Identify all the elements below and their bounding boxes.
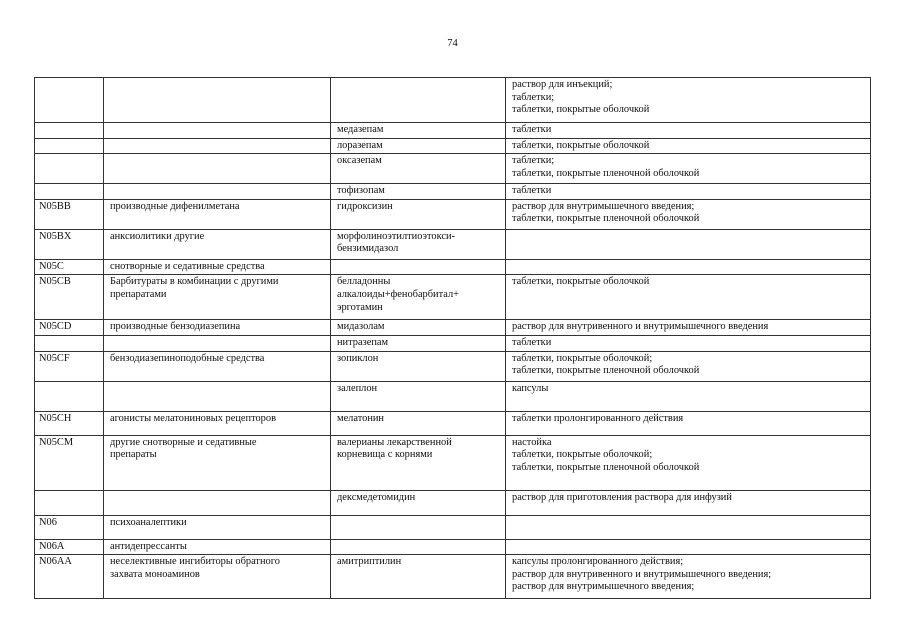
substance-cell <box>331 78 506 123</box>
group-name-cell: производные дифенилметана <box>104 199 331 229</box>
dosage-form-cell: таблетки <box>506 335 871 351</box>
table-row <box>35 539 871 555</box>
group-name-cell: неселективные ингибиторы обратного захвата моноаминов <box>104 555 331 599</box>
atc-code-cell: N06AA <box>35 555 104 599</box>
page-number: 74 <box>447 38 458 49</box>
dosage-form-cell: раствор для внутримышечного введения; таблетки, покрытые пленочной оболочкой <box>506 199 871 229</box>
substance-cell: медазепам <box>331 123 506 139</box>
group-name-cell <box>104 78 331 123</box>
dosage-form-cell <box>506 539 871 555</box>
group-name-cell <box>104 335 331 351</box>
table-row <box>35 275 871 320</box>
group-name-cell <box>104 184 331 200</box>
dosage-form-cell: капсулы пролонгированного действия; раствор для внутривенного и внутримышечного введения; раствор для внутримышечного введения; <box>506 555 871 599</box>
dosage-form-cell: таблетки; таблетки, покрытые пленочной оболочкой <box>506 154 871 184</box>
group-name-cell: производные бензодиазепина <box>104 320 331 336</box>
atc-code-cell <box>35 490 104 515</box>
dosage-form-cell: таблетки, покрытые оболочкой <box>506 138 871 154</box>
substance-cell: гидроксизин <box>331 199 506 229</box>
table-row <box>35 381 871 411</box>
group-name-cell: Барбитураты в комбинации с другими препаратами <box>104 275 331 320</box>
table-row <box>35 490 871 515</box>
substance-cell: мелатонин <box>331 411 506 435</box>
substance-cell: мидазолам <box>331 320 506 336</box>
dosage-form-cell <box>506 259 871 275</box>
dosage-form-cell: таблетки, покрытые оболочкой; таблетки, покрытые пленочной оболочкой <box>506 351 871 381</box>
substance-cell: оксазепам <box>331 154 506 184</box>
table-row <box>35 199 871 229</box>
table-row <box>35 351 871 381</box>
dosage-form-cell: капсулы <box>506 381 871 411</box>
substance-cell: тофизопам <box>331 184 506 200</box>
table-row <box>35 335 871 351</box>
group-name-cell <box>104 154 331 184</box>
table-row <box>35 320 871 336</box>
group-name-cell: психоаналептики <box>104 515 331 539</box>
table-body <box>35 78 871 599</box>
group-name-cell <box>104 138 331 154</box>
atc-code-cell: N05CB <box>35 275 104 320</box>
atc-code-cell: N05BB <box>35 199 104 229</box>
group-name-cell: антидепрессанты <box>104 539 331 555</box>
dosage-form-cell: настойка таблетки, покрытые оболочкой; таблетки, покрытые пленочной оболочкой <box>506 435 871 490</box>
group-name-cell <box>104 123 331 139</box>
atc-code-cell: N05CM <box>35 435 104 490</box>
substance-cell: зопиклон <box>331 351 506 381</box>
atc-code-cell: N05C <box>35 259 104 275</box>
table-row <box>35 184 871 200</box>
atc-code-cell: N05CF <box>35 351 104 381</box>
dosage-form-cell: раствор для приготовления раствора для инфузий <box>506 490 871 515</box>
table-row <box>35 435 871 490</box>
dosage-form-cell <box>506 229 871 259</box>
atc-code-cell: N06 <box>35 515 104 539</box>
table-row <box>35 259 871 275</box>
table-row <box>35 229 871 259</box>
atc-code-cell: N05BX <box>35 229 104 259</box>
substance-cell: дексмедетомидин <box>331 490 506 515</box>
table-row <box>35 411 871 435</box>
dosage-form-cell: раствор для внутривенного и внутримышечного введения <box>506 320 871 336</box>
substance-cell: валерианы лекарственной корневища с корнями <box>331 435 506 490</box>
atc-code-cell: N05CD <box>35 320 104 336</box>
atc-code-cell <box>35 78 104 123</box>
table-row <box>35 138 871 154</box>
group-name-cell: агонисты мелатониновых рецепторов <box>104 411 331 435</box>
table-row <box>35 515 871 539</box>
atc-code-cell <box>35 184 104 200</box>
dosage-form-cell: таблетки <box>506 123 871 139</box>
dosage-form-cell: раствор для инъекций; таблетки; таблетки, покрытые оболочкой <box>506 78 871 123</box>
substance-cell: белладонны алкалоиды+фенобарбитал+ эрготамин <box>331 275 506 320</box>
table-row <box>35 555 871 599</box>
substance-cell <box>331 259 506 275</box>
substance-cell: залеплон <box>331 381 506 411</box>
atc-code-cell <box>35 138 104 154</box>
group-name-cell: снотворные и седативные средства <box>104 259 331 275</box>
dosage-form-cell: таблетки <box>506 184 871 200</box>
dosage-form-cell: таблетки, покрытые оболочкой <box>506 275 871 320</box>
substance-cell: морфолиноэтилтиоэтокси- бензимидазол <box>331 229 506 259</box>
table-row <box>35 78 871 123</box>
table-row <box>35 154 871 184</box>
group-name-cell: бензодиазепиноподобные средства <box>104 351 331 381</box>
substance-cell <box>331 515 506 539</box>
substance-cell: лоразепам <box>331 138 506 154</box>
drug-table <box>34 77 871 599</box>
group-name-cell <box>104 490 331 515</box>
atc-code-cell <box>35 381 104 411</box>
atc-code-cell <box>35 335 104 351</box>
group-name-cell: другие снотворные и седативные препараты <box>104 435 331 490</box>
group-name-cell: анксиолитики другие <box>104 229 331 259</box>
substance-cell <box>331 539 506 555</box>
table-row <box>35 123 871 139</box>
atc-code-cell <box>35 123 104 139</box>
substance-cell: нитразепам <box>331 335 506 351</box>
dosage-form-cell: таблетки пролонгированного действия <box>506 411 871 435</box>
atc-code-cell: N05CH <box>35 411 104 435</box>
substance-cell: амитриптилин <box>331 555 506 599</box>
group-name-cell <box>104 381 331 411</box>
dosage-form-cell <box>506 515 871 539</box>
atc-code-cell <box>35 154 104 184</box>
atc-code-cell: N06A <box>35 539 104 555</box>
